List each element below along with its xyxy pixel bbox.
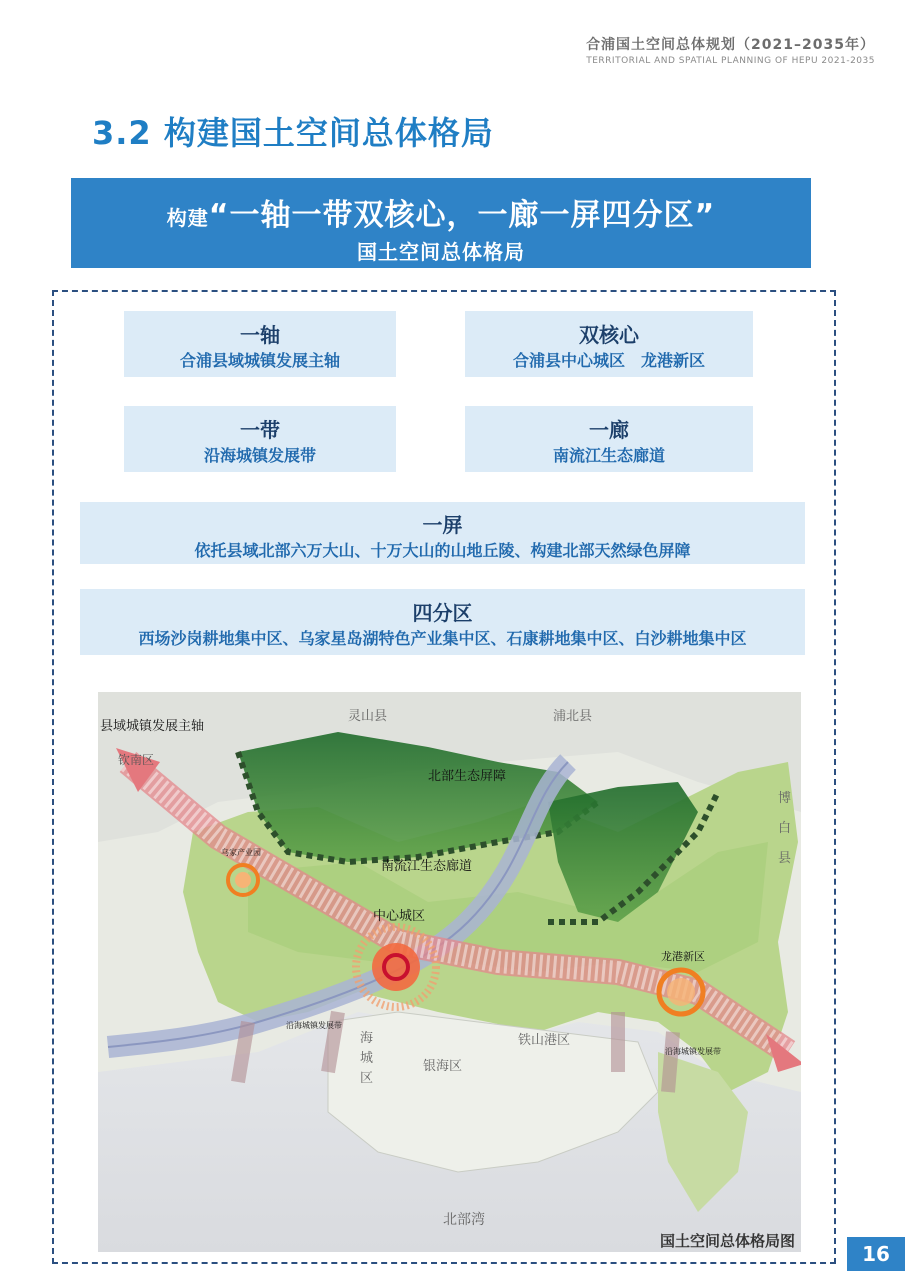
item-dual-core-desc: 合浦县中心城区 龙港新区 xyxy=(512,351,705,370)
header-title-en: TERRITORIAL AND SPATIAL PLANNING OF HEPU 2021-2035 xyxy=(586,56,875,66)
item-zones-title: 四分区 xyxy=(412,601,473,625)
banner-subtitle: 国土空间总体格局 xyxy=(357,240,525,264)
item-corridor-desc: 南流江生态廊道 xyxy=(552,446,665,465)
item-dual-core xyxy=(465,311,753,377)
label-pubei: 浦北县 xyxy=(553,709,593,724)
label-wujia: 乌家产业园 xyxy=(221,848,261,857)
banner-headline xyxy=(71,190,811,234)
label-legend-axis: 县域城镇发展主轴 xyxy=(100,719,205,734)
item-zones xyxy=(80,589,805,655)
coastal-arrow-1 xyxy=(238,1022,248,1082)
label-yinhai: 银海区 xyxy=(423,1059,463,1074)
label-coastal-belt-left: 沿海城镇发展带 xyxy=(286,1021,342,1030)
item-zones-desc: 西场沙岗耕地集中区、乌家星岛湖特色产业集中区、石康耕地集中区、白沙耕地集中区 xyxy=(138,629,747,648)
label-haicheng-1: 海 xyxy=(360,1031,374,1046)
page-number: 16 xyxy=(847,1237,905,1271)
item-screen xyxy=(80,502,805,564)
banner-quote: “一轴一带双核心，一廊一屏四分区” xyxy=(208,198,716,233)
section-title: 3.2 构建国土空间总体格局 xyxy=(92,114,494,152)
map-caption: 国土空间总体格局图 xyxy=(659,1232,795,1250)
label-beibu-bay: 北部湾 xyxy=(443,1212,485,1228)
banner-prefix: 构建 xyxy=(166,206,209,230)
label-haicheng-2: 城 xyxy=(360,1051,374,1066)
item-axis-desc: 合浦县域城镇发展主轴 xyxy=(179,351,340,370)
item-dual-core-title: 双核心 xyxy=(579,323,639,347)
label-coastal-belt-right: 沿海城镇发展带 xyxy=(665,1047,721,1056)
item-screen-desc: 依托县域北部六万大山、十万大山的山地丘陵、构建北部天然绿色屏障 xyxy=(194,541,691,560)
longgang-core xyxy=(667,978,695,1006)
banner xyxy=(71,178,811,268)
header-title-cn: 合浦国土空间总体规划（2021–2035年） xyxy=(586,37,875,53)
label-bobai-2: 白 xyxy=(778,821,792,836)
label-center-city: 中心城区 xyxy=(373,909,426,924)
label-river-corridor: 南流江生态廊道 xyxy=(381,859,473,874)
label-bobai-3: 县 xyxy=(778,851,792,866)
item-corridor-title: 一廊 xyxy=(589,418,629,442)
label-north-barrier: 北部生态屏障 xyxy=(428,769,507,784)
label-haicheng-3: 区 xyxy=(360,1071,374,1086)
item-corridor xyxy=(465,406,753,472)
wujia-core xyxy=(235,872,251,888)
item-screen-title: 一屏 xyxy=(422,513,463,537)
item-axis-title: 一轴 xyxy=(240,323,280,347)
coastal-arrow-4 xyxy=(668,1032,673,1092)
label-longgang: 龙港新区 xyxy=(661,950,705,963)
map-graphic xyxy=(98,692,801,1252)
planning-map xyxy=(98,692,801,1252)
item-belt-title: 一带 xyxy=(240,418,280,442)
label-tieshangang: 铁山港区 xyxy=(518,1033,571,1048)
item-belt xyxy=(124,406,396,472)
item-axis xyxy=(124,311,396,377)
center-city-core xyxy=(372,943,420,991)
label-lingshan: 灵山县 xyxy=(348,709,388,724)
label-bobai-1: 博 xyxy=(778,791,792,806)
item-belt-desc: 沿海城镇发展带 xyxy=(203,446,316,465)
label-qinnan: 钦南区 xyxy=(118,753,155,767)
